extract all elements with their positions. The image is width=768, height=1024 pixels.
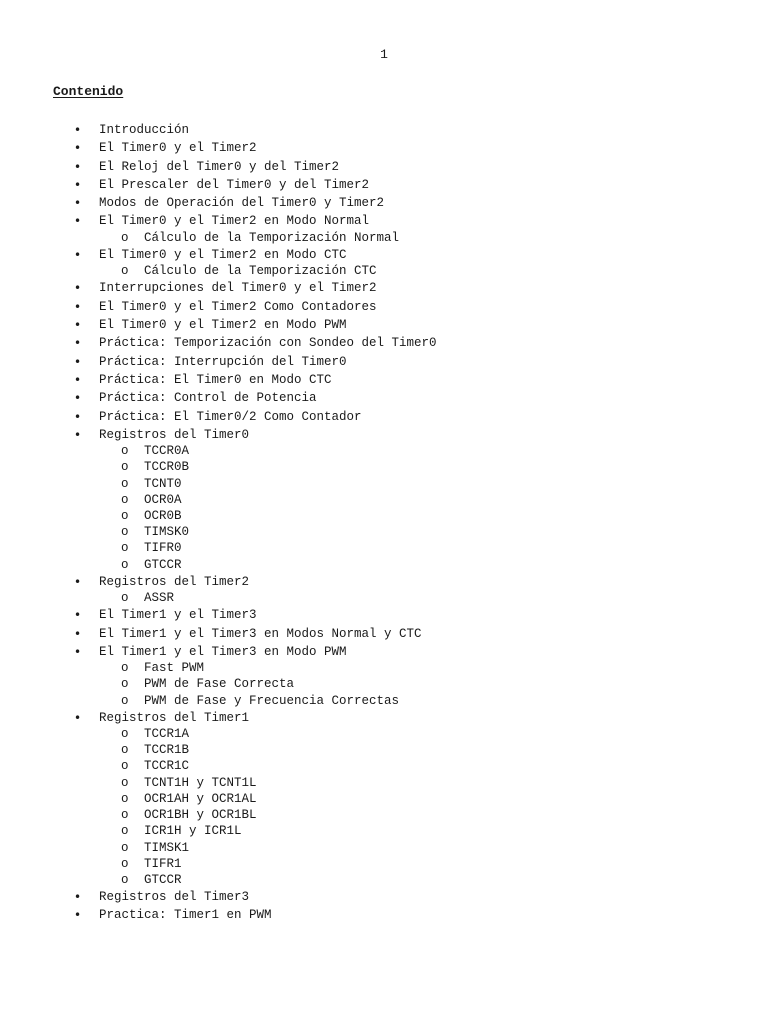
circle-bullet-icon: o xyxy=(121,677,129,692)
toc-item-label: Práctica: El Timer0 en Modo CTC xyxy=(99,372,332,387)
toc-subitem-label: ASSR xyxy=(144,591,175,606)
toc-item-label: El Reloj del Timer0 y del Timer2 xyxy=(99,159,340,174)
circle-bullet-icon: o xyxy=(121,791,129,806)
toc-item xyxy=(0,573,437,607)
toc-subitem xyxy=(99,590,437,606)
toc-item xyxy=(0,709,437,888)
toc-subitem xyxy=(99,823,437,839)
circle-bullet-icon: o xyxy=(121,743,129,758)
toc-subitem xyxy=(99,443,437,459)
toc-subitem xyxy=(99,263,437,279)
circle-bullet-icon: o xyxy=(121,460,129,475)
bullet-icon: • xyxy=(74,890,82,905)
toc-item xyxy=(0,334,437,352)
toc-subitem-label: TIMSK1 xyxy=(144,840,190,855)
circle-bullet-icon: o xyxy=(121,693,129,708)
circle-bullet-icon: o xyxy=(121,541,129,556)
toc-sublist xyxy=(99,726,437,888)
toc-subitem xyxy=(99,693,437,709)
toc-sublist xyxy=(99,443,437,573)
toc-item xyxy=(0,139,437,157)
circle-bullet-icon: o xyxy=(121,525,129,540)
bullet-icon: • xyxy=(74,177,82,192)
bullet-icon: • xyxy=(74,336,82,351)
toc-item-label: El Timer0 y el Timer2 en Modo Normal xyxy=(99,214,370,229)
bullet-icon: • xyxy=(74,214,82,229)
toc-subitem xyxy=(99,840,437,856)
circle-bullet-icon: o xyxy=(121,661,129,676)
toc-item-label: Práctica: Temporización con Sondeo del Timer0 xyxy=(99,336,437,351)
toc-subitem-label: PWM de Fase Correcta xyxy=(144,677,295,692)
toc-item xyxy=(0,606,437,624)
bullet-icon: • xyxy=(74,710,82,725)
circle-bullet-icon: o xyxy=(121,727,129,742)
page-number: 1 xyxy=(380,47,388,62)
bullet-icon: • xyxy=(74,626,82,641)
toc-subitem-label: Cálculo de la Temporización Normal xyxy=(144,230,400,245)
toc-item-label: El Timer1 y el Timer3 en Modos Normal y CTC xyxy=(99,626,422,641)
toc-subitem-label: TCCR0B xyxy=(144,460,190,475)
toc-item-label: Práctica: Control de Potencia xyxy=(99,391,317,406)
toc-subitem xyxy=(99,540,437,556)
toc-item-label: Práctica: El Timer0/2 Como Contador xyxy=(99,409,362,424)
toc-subitem xyxy=(99,524,437,540)
circle-bullet-icon: o xyxy=(121,492,129,507)
toc-subitem-label: ICR1H y ICR1L xyxy=(144,824,242,839)
toc-subitem-label: TCCR0A xyxy=(144,444,190,459)
toc-item xyxy=(0,194,437,212)
toc-subitem-label: TCCR1A xyxy=(144,727,190,742)
toc-item xyxy=(0,316,437,334)
toc-subitem xyxy=(99,807,437,823)
bullet-icon: • xyxy=(74,391,82,406)
bullet-icon: • xyxy=(74,908,82,923)
circle-bullet-icon: o xyxy=(121,557,129,572)
bullet-icon: • xyxy=(74,372,82,387)
toc-subitem-label: TCCR1B xyxy=(144,743,190,758)
circle-bullet-icon: o xyxy=(121,476,129,491)
circle-bullet-icon: o xyxy=(121,824,129,839)
circle-bullet-icon: o xyxy=(121,856,129,871)
toc-item-label: El Timer1 y el Timer3 en Modo PWM xyxy=(99,644,347,659)
toc-item xyxy=(0,298,437,316)
toc-subitem xyxy=(99,660,437,676)
bullet-icon: • xyxy=(74,299,82,314)
bullet-icon: • xyxy=(74,247,82,262)
bullet-icon: • xyxy=(74,159,82,174)
toc-item xyxy=(0,246,437,280)
toc-subitem xyxy=(99,872,437,888)
toc-item-label: El Timer0 y el Timer2 xyxy=(99,141,257,156)
toc-item-label: El Timer0 y el Timer2 Como Contadores xyxy=(99,299,377,314)
toc-subitem-label: GTCCR xyxy=(144,872,182,887)
toc-subitem-label: PWM de Fase y Frecuencia Correctas xyxy=(144,693,400,708)
toc-item xyxy=(0,906,437,924)
toc-item-label: Registros del Timer2 xyxy=(99,574,250,589)
toc-subitem-label: OCR1BH y OCR1BL xyxy=(144,808,257,823)
circle-bullet-icon: o xyxy=(121,840,129,855)
toc-subitem-label: TCNT0 xyxy=(144,476,182,491)
toc-item-label: Práctica: Interrupción del Timer0 xyxy=(99,354,347,369)
toc-subitem xyxy=(99,492,437,508)
toc-subitem-label: TIMSK0 xyxy=(144,525,190,540)
bullet-icon: • xyxy=(74,141,82,156)
toc-subitem-label: TIFR0 xyxy=(144,541,182,556)
toc-item-label: Modos de Operación del Timer0 y Timer2 xyxy=(99,196,385,211)
toc-subitem-label: Fast PWM xyxy=(144,661,205,676)
toc-subitem-label: TCCR1C xyxy=(144,759,190,774)
toc-item-label: El Timer0 y el Timer2 en Modo PWM xyxy=(99,318,347,333)
toc-item-label: Registros del Timer0 xyxy=(99,427,250,442)
circle-bullet-icon: o xyxy=(121,591,129,606)
toc-item xyxy=(0,176,437,194)
toc-item xyxy=(0,121,437,139)
bullet-icon: • xyxy=(74,318,82,333)
bullet-icon: • xyxy=(74,574,82,589)
circle-bullet-icon: o xyxy=(121,808,129,823)
toc-subitem xyxy=(99,856,437,872)
toc-subitem xyxy=(99,508,437,524)
bullet-icon: • xyxy=(74,409,82,424)
toc-item xyxy=(0,643,437,709)
toc-subitem xyxy=(99,758,437,774)
toc-subitem-label: GTCCR xyxy=(144,557,182,572)
toc-heading: Contenido xyxy=(53,84,124,99)
toc-item xyxy=(0,389,437,407)
toc-subitem xyxy=(99,676,437,692)
circle-bullet-icon: o xyxy=(121,508,129,523)
toc-subitem xyxy=(99,775,437,791)
toc-item xyxy=(0,888,437,906)
toc-subitem xyxy=(99,742,437,758)
toc-item-label: El Prescaler del Timer0 y del Timer2 xyxy=(99,177,370,192)
toc-sublist xyxy=(99,230,437,246)
toc-item xyxy=(0,408,437,426)
bullet-icon: • xyxy=(74,196,82,211)
toc-item xyxy=(0,426,437,573)
circle-bullet-icon: o xyxy=(121,444,129,459)
toc-subitem-label: OCR0A xyxy=(144,492,182,507)
toc-item-label: El Timer0 y el Timer2 en Modo CTC xyxy=(99,247,347,262)
toc-subitem-label: Cálculo de la Temporización CTC xyxy=(144,264,377,279)
toc-item xyxy=(0,625,437,643)
bullet-icon: • xyxy=(74,644,82,659)
toc-subitem xyxy=(99,791,437,807)
toc-sublist xyxy=(99,660,437,709)
toc-sublist xyxy=(99,263,437,279)
circle-bullet-icon: o xyxy=(121,264,129,279)
toc-subitem xyxy=(99,476,437,492)
toc-subitem xyxy=(99,459,437,475)
bullet-icon: • xyxy=(74,123,82,137)
toc-subitem-label: OCR1AH y OCR1AL xyxy=(144,791,257,806)
bullet-icon: • xyxy=(74,427,82,442)
circle-bullet-icon: o xyxy=(121,230,129,245)
toc-item xyxy=(0,353,437,371)
circle-bullet-icon: o xyxy=(121,872,129,887)
circle-bullet-icon: o xyxy=(121,759,129,774)
toc-sublist xyxy=(99,590,437,606)
toc-subitem-label: OCR0B xyxy=(144,508,182,523)
toc-item xyxy=(0,279,437,297)
toc-item xyxy=(0,212,437,246)
bullet-icon: • xyxy=(74,281,82,296)
toc-item-label: Registros del Timer3 xyxy=(99,890,250,905)
toc-item xyxy=(0,158,437,176)
toc-item-label: Introducción xyxy=(99,123,190,137)
toc-subitem-label: TCNT1H y TCNT1L xyxy=(144,775,257,790)
bullet-icon: • xyxy=(74,354,82,369)
toc-subitem xyxy=(99,230,437,246)
toc-item xyxy=(0,371,437,389)
circle-bullet-icon: o xyxy=(121,775,129,790)
toc-item-label: Practica: Timer1 en PWM xyxy=(99,908,272,923)
bullet-icon: • xyxy=(74,608,82,623)
toc-item-label: Interrupciones del Timer0 y el Timer2 xyxy=(99,281,377,296)
table-of-contents xyxy=(0,121,437,925)
toc-item-label: El Timer1 y el Timer3 xyxy=(99,608,257,623)
toc-subitem-label: TIFR1 xyxy=(144,856,182,871)
toc-item-label: Registros del Timer1 xyxy=(99,710,250,725)
toc-subitem xyxy=(99,557,437,573)
toc-subitem xyxy=(99,726,437,742)
